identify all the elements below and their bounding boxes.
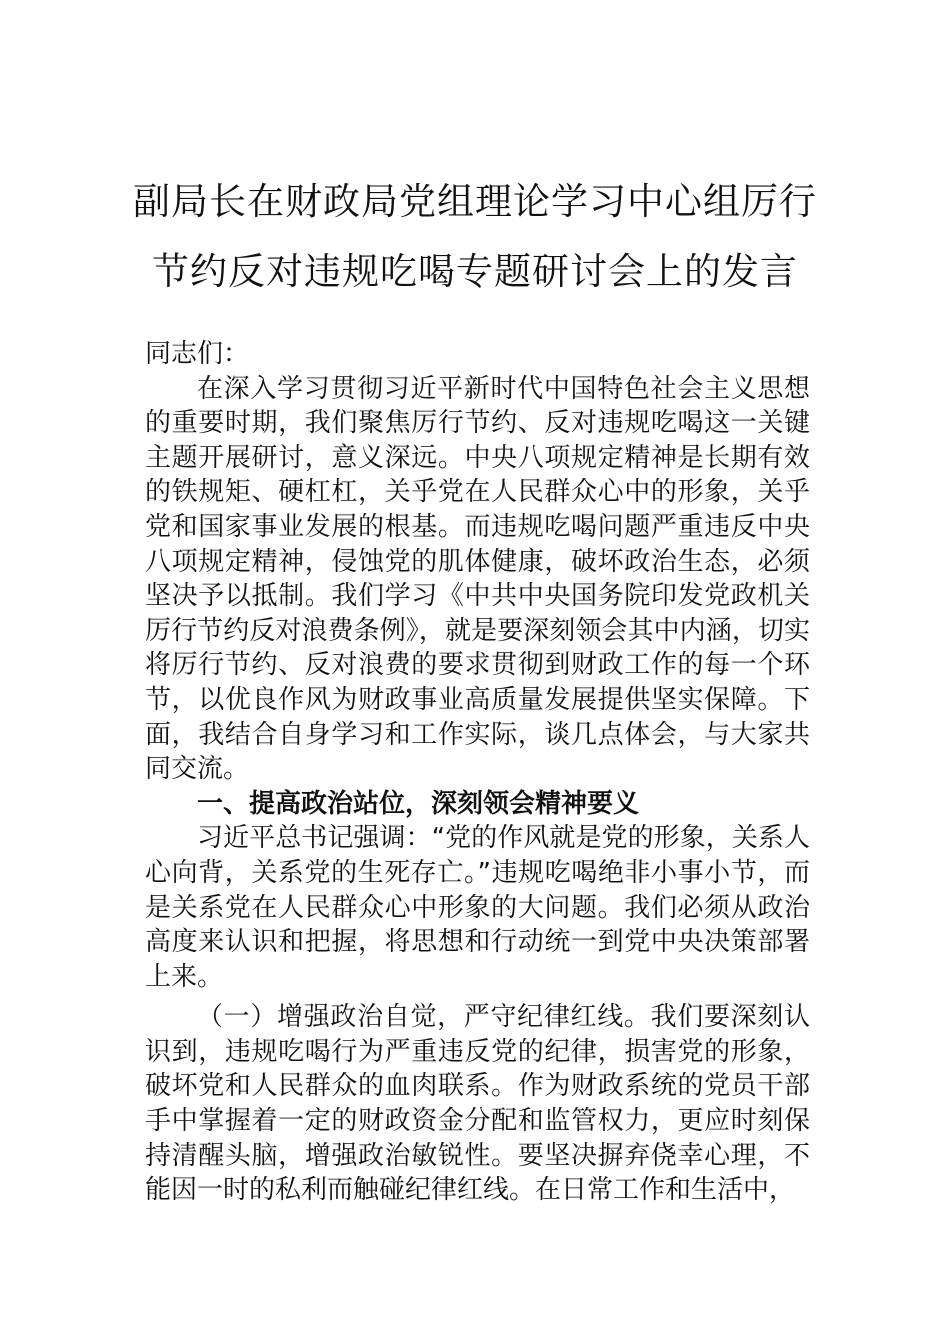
salutation: 同志们： (145, 339, 250, 369)
document-title-line-2: 节约反对违规吃喝专题研讨会上的发言 (152, 250, 798, 293)
document-body (145, 337, 810, 1208)
subsection-paragraph: （一）增强政治自觉，严守纪律红线。我们要深刻认识到，违规吃喝行为严重违反党的纪律，损害党的形象，破坏党和人民群众的血肉联系。作为财政系统的党员干部手中掌握着一定的财政资金分配和监管权力，更应时刻保持清醒头脑，增强政治敏锐性。要坚决摒弃侥幸心理，不能因一时的私利而触碰纪律红线。在日常工作和生活中， (145, 1002, 810, 1206)
intro-paragraph: 在深入学习贯彻习近平新时代中国特色社会主义思想的重要时期，我们聚焦厉行节约、反对违规吃喝这一关键主题开展研讨，意义深远。中央八项规定精神是长期有效的铁规矩、硬杠杠，关乎党在人民群众心中的形象，关乎党和国家事业发展的根基。而违规吃喝问题严重违反中央八项规定精神，侵蚀党的肌体健康，破坏政治生态，必须坚决予以抵制。我们学习《中共中央国务院印发党政机关厉行节约反对浪费条例》，就是要深刻领会其中内涵，切实将厉行节约、反对浪费的要求贯彻到财政工作的每一个环节，以优良作风为财政事业高质量发展提供坚实保障。下面，我结合自身学习和工作实际，谈几点体会，与大家共同交流。 (145, 373, 810, 785)
document-title-line-1: 副局长在财政局党组理论学习中心组厉行 (133, 180, 817, 223)
section-heading: 一、提高政治站位，深刻领会精神要义 (197, 788, 640, 819)
section-paragraph: 习近平总书记强调：“党的作风就是党的形象，关系人心向背，关系党的生死存亡。”违规吃喝绝非小事小节，而是关系党在人民群众心中形象的大问题。我们必须从政治高度来认识和把握，将思想和行动统一到党中央决策部署上来。 (145, 823, 810, 992)
